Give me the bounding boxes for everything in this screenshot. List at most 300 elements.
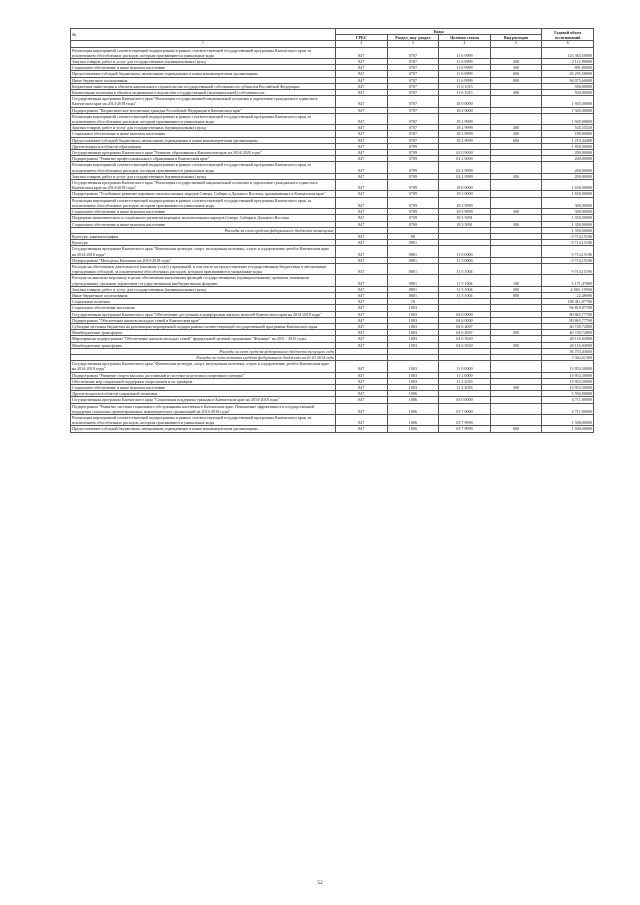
row-vr: [490, 361, 542, 372]
row-vr: 200: [490, 59, 542, 65]
row-target: 04 6 5020: [439, 342, 491, 348]
row-amount: 3 362,61300: [542, 354, 594, 360]
row-grbs: 847: [336, 336, 388, 342]
row-target: 03 0 0000: [439, 397, 491, 403]
row-grbs: 847: [336, 361, 388, 372]
table-body: [71, 47, 594, 432]
row-target: 11 6 1013: [439, 90, 491, 96]
row-target: 11 2 0000: [439, 372, 491, 378]
row-section: 1003: [387, 330, 439, 336]
row-name: Социальное обеспечение населения: [71, 305, 336, 311]
header-amount: Годовой объем ассигнований: [542, 29, 594, 41]
row-section: 0707: [387, 65, 439, 71]
row-vr: 600: [490, 426, 542, 432]
row-name: Капитальные вложения в объекты недвижимого имущества государственной (муниципальной) собственности: [71, 90, 336, 96]
row-grbs: 847: [336, 131, 388, 137]
row-section: 0707: [387, 47, 439, 58]
row-section: 0707: [387, 96, 439, 107]
row-amount: 123 365,58000: [542, 47, 594, 58]
row-name: Межбюджетные трансферты: [71, 330, 336, 336]
row-grbs: 847: [336, 378, 388, 384]
table-row: [71, 180, 594, 191]
row-section: 0801: [387, 257, 439, 263]
row-amount: 94 075,60000: [542, 77, 594, 83]
row-grbs: 847: [336, 342, 388, 348]
table-row: [71, 361, 594, 372]
row-name: Поддержка экономического и социального развития коренных малочисленных народов Севера, Сибири и Дальнего Востока: [71, 215, 336, 221]
row-target: 02 2 0000: [439, 156, 491, 162]
row-name: Культура: [71, 240, 336, 246]
row-grbs: 847: [336, 209, 388, 215]
row-target: 18 0 0000: [439, 180, 491, 191]
row-amount: 13 953,30000: [542, 384, 594, 390]
row-vr: 300: [490, 209, 542, 215]
row-amount: 40 749,72800: [542, 330, 594, 336]
row-amount: 94 819,07700: [542, 305, 594, 311]
row-amount: 1 350,00000: [542, 227, 594, 233]
row-target: 02 2 9999: [439, 162, 491, 173]
column-number: 3: [387, 41, 439, 47]
table-row: [71, 246, 594, 257]
row-name: Государственная программа Камчатского края "Физическая культура, спорт, молодежная политика, отдых и оздоровление детей в Камчатском крае на 2014-2018 годы": [71, 361, 336, 372]
row-name: Расходы на выплаты персоналу в целях обеспечения выполнения функций государственными (муниципальными) органами, казенными учреждениями, органами управления государственными внебюджетными фондами: [71, 275, 336, 286]
row-amount: 2 112,99000: [542, 59, 594, 65]
row-name: Подпрограмма "Устойчивое развитие коренных малочисленных народов Севера, Сибири и Дальнего Востока, проживающих в Камчатском крае": [71, 191, 336, 197]
row-grbs: 847: [336, 240, 388, 246]
row-grbs: 847: [336, 221, 388, 227]
row-target: 04 6 5020: [439, 336, 491, 342]
row-section: 0707: [387, 77, 439, 83]
row-section: 10: [387, 299, 439, 305]
row-amount: 4 711,00000: [542, 397, 594, 403]
row-section: 0709: [387, 162, 439, 173]
row-section: 0709: [387, 143, 439, 149]
row-name: Субсидии местным бюджетам на реализацию мероприятий подпрограммы соответствующей государственной программы Камчатского края: [71, 323, 336, 329]
row-grbs: 847: [336, 292, 388, 298]
row-grbs: 847: [336, 77, 388, 83]
row-section: 0801: [387, 275, 439, 286]
row-amount: 4 711,00000: [542, 403, 594, 414]
row-vr: 300: [490, 221, 542, 227]
row-section: 0707: [387, 131, 439, 137]
row-section: 1006: [387, 397, 439, 403]
row-target: 18 3 5091: [439, 221, 491, 227]
table-row: [71, 162, 594, 173]
row-target: 11 6 9999: [439, 71, 491, 77]
row-amount: 5 171,47000: [542, 275, 594, 286]
row-amount: 891,00000: [542, 65, 594, 71]
row-grbs: 847: [336, 113, 388, 124]
row-vr: 400: [490, 90, 542, 96]
row-target: 11 5 1004: [439, 263, 491, 274]
row-target: 18 3 9999: [439, 197, 491, 208]
row-section: 1003: [387, 378, 439, 384]
row-name: Обеспечение мер социальной поддержки спортсменов и их тренеров: [71, 378, 336, 384]
row-name: Расходы за счет остатка средств федерального бюджета на 01.01.2014 года: [71, 354, 336, 360]
row-amount: 4 560, 19500: [542, 286, 594, 292]
row-section: 0707: [387, 71, 439, 77]
row-grbs: 847: [336, 191, 388, 197]
row-name: Государственная программа Камчатского края "Реализация государственной национальной политики и укрепление гражданского единства в Камчатском крае на 2014-2018 годы": [71, 180, 336, 191]
row-amount: 13 953,30000: [542, 372, 594, 378]
row-name: Закупка товаров, работ и услуг для государственных (муниципальных) нужд: [71, 125, 336, 131]
row-name: Предоставление субсидий бюджетным, автономным учреждениям и иным некоммерческим организациям: [71, 71, 336, 77]
row-amount: 1 219,44480: [542, 137, 594, 143]
header-grbs: ГРБС: [336, 35, 388, 41]
row-section: 0707: [387, 107, 439, 113]
row-amount: 1 350,00000: [542, 221, 594, 227]
header-codes: Коды: [336, 29, 542, 35]
table-row: [71, 47, 594, 58]
row-section: 0709: [387, 209, 439, 215]
row-target: 04 6 4007: [439, 323, 491, 329]
row-section: 0709: [387, 180, 439, 191]
row-vr: 500: [490, 342, 542, 348]
row-amount: 9 714,15196: [542, 240, 594, 246]
row-target: 04 6 0000: [439, 317, 491, 323]
row-section: 0707: [387, 59, 439, 65]
row-grbs: 847: [336, 47, 388, 58]
row-amount: 200,00000: [542, 156, 594, 162]
row-name: Социальное обеспечение и иные выплаты населению: [71, 209, 336, 215]
row-vr: [490, 403, 542, 414]
row-target: 11 6 1013: [439, 83, 491, 89]
row-name: Социальное обеспечение и иные выплаты населению: [71, 131, 336, 137]
table-header: [71, 29, 594, 48]
row-target: 11 6 9999: [439, 77, 491, 83]
row-vr: [490, 197, 542, 208]
row-grbs: 847: [336, 156, 388, 162]
row-vr: 200: [490, 125, 542, 131]
row-section: 1006: [387, 391, 439, 397]
header-target: Целевая статья: [439, 35, 491, 41]
row-vr: [490, 180, 542, 191]
row-target: 11 5 1004: [439, 292, 491, 298]
row-amount: 1 500,00000: [542, 426, 594, 432]
row-vr: [490, 162, 542, 173]
row-name: Предоставление субсидий бюджетным, автономным учреждениям и иным некоммерческим организациям: [71, 426, 336, 432]
row-target: 04 0 0000: [439, 311, 491, 317]
row-section: 1006: [387, 426, 439, 432]
row-target: 18 2 9999: [439, 137, 491, 143]
row-target: 11 5 1004: [439, 275, 491, 286]
row-grbs: 847: [336, 96, 388, 107]
row-grbs: 847: [336, 173, 388, 179]
row-target: 11 0 0000: [439, 246, 491, 257]
row-grbs: 847: [336, 162, 388, 173]
row-grbs: 847: [336, 107, 388, 113]
row-vr: 100: [490, 275, 542, 286]
row-section: 0709: [387, 197, 439, 208]
row-target: 11 6 9999: [439, 65, 491, 71]
row-target: 11 5 0000: [439, 257, 491, 263]
row-amount: 26 295,58000: [542, 71, 594, 77]
row-name: Подпрограмма "Обеспечение жильем молодых семей в Камчатском крае": [71, 317, 336, 323]
row-grbs: 847: [336, 330, 388, 336]
column-number: 2: [336, 41, 388, 47]
column-number: 5: [490, 41, 542, 47]
row-grbs: 847: [336, 257, 388, 263]
row-section: 0709: [387, 150, 439, 156]
table-row: [71, 113, 594, 124]
row-vr: 800: [490, 292, 542, 298]
row-amount: 1 945,00000: [542, 96, 594, 107]
row-name: Закупка товаров, работ и услуг для государственных (муниципальных) нужд: [71, 173, 336, 179]
row-section: 1003: [387, 372, 439, 378]
row-name: Бюджетные инвестиции в объекты капитального строительства государственной собственности субъектов Российской Федерации: [71, 83, 336, 89]
row-amount: 1 945,00000: [542, 113, 594, 124]
row-section: 0707: [387, 83, 439, 89]
row-target: 18 3 9999: [439, 209, 491, 215]
row-name: Социальная политика: [71, 299, 336, 305]
row-section: 0801: [387, 292, 439, 298]
row-name: Социальное обеспечение и иные выплаты населению: [71, 65, 336, 71]
row-section: 0709: [387, 215, 439, 221]
row-amount: 200,00000: [542, 150, 594, 156]
row-amount: 1 650,00000: [542, 191, 594, 197]
page-number: 52: [317, 880, 323, 886]
row-grbs: 847: [336, 415, 388, 426]
row-section: 1003: [387, 361, 439, 372]
table-row: [71, 263, 594, 274]
row-name: Расходы за счет средств федерального бюджета текущего года: [71, 348, 336, 354]
row-section: 0709: [387, 156, 439, 162]
row-grbs: 847: [336, 71, 388, 77]
table-row: [71, 403, 594, 414]
row-amount: 9 714,15196: [542, 246, 594, 257]
row-amount: 40 116,04900: [542, 342, 594, 348]
row-section: 1003: [387, 323, 439, 329]
row-target: 18 0 0000: [439, 96, 491, 107]
row-amount: 200,00000: [542, 162, 594, 173]
row-vr: [490, 246, 542, 257]
row-vr: 200: [490, 286, 542, 292]
row-amount: 36 753,43600: [542, 348, 594, 354]
row-amount: 1 650,00000: [542, 180, 594, 191]
row-name: Реализация мероприятий соответствующей подпрограммы в рамках соответствующей государственной программы Камчатского края, за исключением обособленных расходов, которым присваиваются уникальные коды: [71, 162, 336, 173]
row-target: 18 2 9999: [439, 125, 491, 131]
row-name: Закупка товаров, работ и услуг для государственных (муниципальных) нужд: [71, 286, 336, 292]
row-amount: 13 953,30000: [542, 361, 594, 372]
row-grbs: 847: [336, 397, 388, 403]
row-name: Культура, кинематография: [71, 233, 336, 239]
row-amount: 1 500,00000: [542, 415, 594, 426]
row-amount: 22,48696: [542, 292, 594, 298]
row-target: 03 7 0000: [439, 403, 491, 414]
row-amount: 300,00000: [542, 209, 594, 215]
row-grbs: 847: [336, 150, 388, 156]
row-amount: 9 714,15196: [542, 233, 594, 239]
row-vr: 800: [490, 77, 542, 83]
row-target: 03 7 9999: [439, 415, 491, 426]
budget-document: [70, 28, 594, 433]
column-number: 1: [71, 41, 336, 47]
row-target: 11 2 2033: [439, 384, 491, 390]
row-grbs: 847: [336, 403, 388, 414]
row-target: 11 6 9999: [439, 59, 491, 65]
row-name: Другие вопросы в области образования: [71, 143, 336, 149]
row-grbs: 847: [336, 275, 388, 286]
row-amount: 300,00000: [542, 197, 594, 208]
row-name: Другие вопросы в области социальной политики: [71, 391, 336, 397]
row-name: Реализация мероприятий соответствующей подпрограммы в рамках соответствующей государственной программы Камчатского края, за исключением обособленных расходов, которым присваиваются уникальные коды: [71, 197, 336, 208]
row-section: 1003: [387, 305, 439, 311]
row-section: 1003: [387, 384, 439, 390]
row-amount: 9 714,15196: [542, 263, 594, 274]
row-grbs: 847: [336, 286, 388, 292]
row-section: 1006: [387, 415, 439, 426]
row-amount: 545,55520: [542, 125, 594, 131]
header-vr: Вид расходов: [490, 35, 542, 41]
row-section: 1006: [387, 403, 439, 414]
row-target: 11 5 1004: [439, 286, 491, 292]
row-amount: 1 850,00000: [542, 143, 594, 149]
row-grbs: 847: [336, 317, 388, 323]
row-name: Государственная программа Камчатского края "Реализация государственной национальной политики и укрепление гражданского единства в Камчатском крае на 2014-2018 годы": [71, 96, 336, 107]
row-grbs: 847: [336, 323, 388, 329]
row-amount: 200,00000: [542, 173, 594, 179]
row-grbs: 847: [336, 143, 388, 149]
row-grbs: 847: [336, 263, 388, 274]
row-vr: 500: [490, 330, 542, 336]
header-num: №: [71, 29, 336, 41]
row-section: 0709: [387, 221, 439, 227]
row-section: 0707: [387, 125, 439, 131]
row-grbs: 847: [336, 59, 388, 65]
row-name: Мероприятия подпрограммы "Обеспечение жильем молодых семей" федеральной целевой программы "Жилище" на 2011 - 2015 годы: [71, 336, 336, 342]
row-amount: 100 411,07700: [542, 299, 594, 305]
row-amount: 80 865,77700: [542, 311, 594, 317]
row-vr: [490, 113, 542, 124]
row-grbs: 847: [336, 125, 388, 131]
row-amount: 40 749,72800: [542, 323, 594, 329]
row-name: Иные бюджетные ассигнования: [71, 77, 336, 83]
row-grbs: 847: [336, 137, 388, 143]
row-vr: 600: [490, 71, 542, 77]
row-amount: 500,00000: [542, 90, 594, 96]
table-row: [71, 275, 594, 286]
row-name: Предоставление субсидий бюджетным, автономным учреждениям и иным некоммерческим организациям: [71, 137, 336, 143]
row-name: Государственная программа Камчатского края "Физическая культура, спорт, молодежная политика, отдых и оздоровление детей в Камчатском крае на 2014-2018 годы": [71, 246, 336, 257]
table-row: [71, 96, 594, 107]
row-vr: 200: [490, 173, 542, 179]
row-name: Реализация мероприятий соответствующей подпрограммы в рамках соответствующей государственной программы Камчатского края, за исключением обособленных расходов, которым присваиваются уникальные коды: [71, 47, 336, 58]
row-target: 11 6 9999: [439, 47, 491, 58]
row-target: 02 0 0000: [439, 150, 491, 156]
row-target: 18 2 0000: [439, 107, 491, 113]
row-name: Подпрограмма "Патриотическое воспитание граждан Российской Федерации в Камчатском крае": [71, 107, 336, 113]
budget-table: [70, 28, 594, 433]
row-target: 18 2 9999: [439, 113, 491, 124]
row-vr: 300: [490, 131, 542, 137]
table-row: [71, 415, 594, 426]
column-number: 6: [542, 41, 594, 47]
row-name: Подпрограмма "Развитие спорта высших достижений и системы подготовки спортивного резерва": [71, 372, 336, 378]
row-section: 0709: [387, 173, 439, 179]
row-name: Подпрограмма "Молодежь Камчатки на 2014-2018 годы": [71, 257, 336, 263]
row-section: 0801: [387, 263, 439, 274]
row-amount: 80 865,77700: [542, 317, 594, 323]
row-grbs: 847: [336, 311, 388, 317]
row-name: Реализация мероприятий соответствующей подпрограммы в рамках соответствующей государственной программы Камчатского края, за исключением обособленных расходов, которым присваиваются уникальные коды: [71, 415, 336, 426]
header-section: Раздел, под- раздел: [387, 35, 439, 41]
table-row: [71, 197, 594, 208]
row-amount: 13 953,30000: [542, 378, 594, 384]
row-name: Социальное обеспечение и иные выплаты населению: [71, 221, 336, 227]
row-name: Расходы за счет средств федерального бюджета возмещение: [71, 227, 336, 233]
row-grbs: 847: [336, 426, 388, 432]
row-amount: 9 714,15196: [542, 257, 594, 263]
row-grbs: 847: [336, 65, 388, 71]
row-grbs: 847: [336, 197, 388, 208]
row-grbs: 847: [336, 372, 388, 378]
row-name: Закупка товаров, работ и услуг для государственных (муниципальных) нужд: [71, 59, 336, 65]
row-vr: [490, 47, 542, 58]
row-target: 04 6 4007: [439, 330, 491, 336]
row-section: 1003: [387, 317, 439, 323]
row-amount: 5 592,00000: [542, 391, 594, 397]
row-amount: 500,00000: [542, 83, 594, 89]
row-grbs: 847: [336, 215, 388, 221]
row-grbs: 847: [336, 180, 388, 191]
row-vr: [490, 96, 542, 107]
row-section: 0709: [387, 191, 439, 197]
row-vr: [490, 415, 542, 426]
row-target: 02 2 9999: [439, 173, 491, 179]
row-grbs: 847: [336, 233, 388, 239]
row-section: 0707: [387, 90, 439, 96]
row-target: 11 0 0000: [439, 361, 491, 372]
row-section: 08: [387, 233, 439, 239]
row-name: Расходы на обеспечение деятельности (оказание услуг) учреждений, в том числе на предоставление государственным бюджетным и автономным учреждениям субсидий, за исключением обособленных расходов, которым присваиваются уникальные коды: [71, 263, 336, 274]
row-section: 0801: [387, 286, 439, 292]
row-target: 18 3 0000: [439, 191, 491, 197]
row-grbs: 847: [336, 384, 388, 390]
row-section: 0801: [387, 246, 439, 257]
row-section: 0801: [387, 240, 439, 246]
row-name: Государственная программа Камчатского края "Обеспечение доступным и комфортным жильем жителей Камчатского края на 2014-2018 годы": [71, 311, 336, 317]
row-target: 18 3 5091: [439, 215, 491, 221]
row-section: 0707: [387, 113, 439, 124]
row-name: Государственная программа Камчатского края "Развитие образования в Камчатском крае на 2014-2020 годы": [71, 150, 336, 156]
row-grbs: 847: [336, 305, 388, 311]
row-grbs: 847: [336, 246, 388, 257]
row-grbs: 847: [336, 299, 388, 305]
row-section: 1003: [387, 311, 439, 317]
row-amount: 1 945,00000: [542, 107, 594, 113]
row-section: 1003: [387, 342, 439, 348]
row-amount: 40 116,04900: [542, 336, 594, 342]
row-amount: 1 350,00000: [542, 215, 594, 221]
column-number: 4: [439, 41, 491, 47]
row-vr: 300: [490, 384, 542, 390]
row-target: 11 2 2033: [439, 378, 491, 384]
row-amount: 180,00000: [542, 131, 594, 137]
row-vr: 600: [490, 137, 542, 143]
row-name: Реализация мероприятий соответствующей подпрограммы в рамках соответствующей государственной программы Камчатского края, за исключением обособленных расходов, которым присваиваются уникальные коды: [71, 113, 336, 124]
row-name: Государственная программа Камчатского края "Социальная поддержка граждан в Камчатском крае на 2014-2018 годы": [71, 397, 336, 403]
row-grbs: 847: [336, 83, 388, 89]
row-grbs: 847: [336, 90, 388, 96]
row-name: Подпрограмма "Развитие профессионального образования в Камчатском крае": [71, 156, 336, 162]
row-section: 0707: [387, 137, 439, 143]
row-section: 1003: [387, 336, 439, 342]
row-name: Социальное обеспечение и иные выплаты населению: [71, 384, 336, 390]
row-name: Иные бюджетные ассигнования: [71, 292, 336, 298]
row-target: 03 7 9999: [439, 426, 491, 432]
row-vr: [490, 263, 542, 274]
row-name: Подпрограмма "Развитие системы социального обслуживания населения в Камчатском крае. Повышение эффективности государственной поддержки социально ориентированных некоммерческих организаций на 2014-2018 годы": [71, 403, 336, 414]
